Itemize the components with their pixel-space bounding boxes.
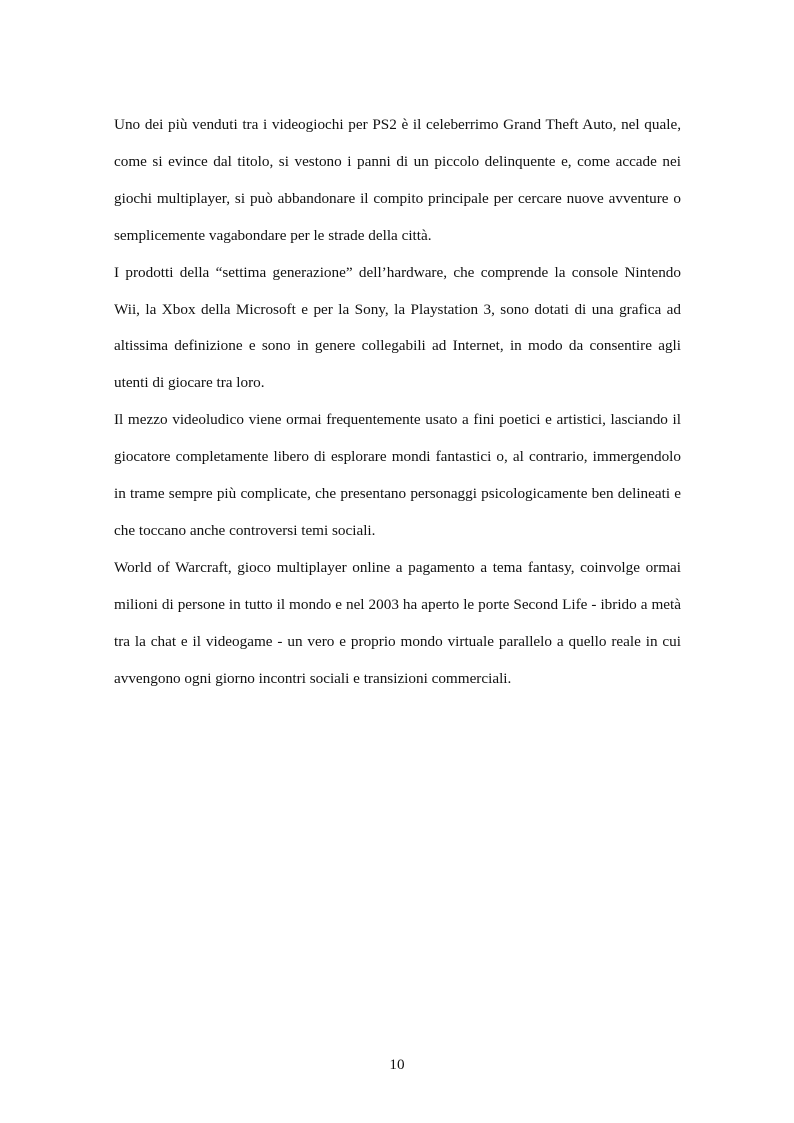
- paragraph-seventh-generation: I prodotti della “settima generazione” dell’hardware, che comprende la console Nintendo Wii, la Xbox della Microsoft e per la Sony, la Playstation 3, sono dotati di una grafica ad altissima definizione e sono in genere collegabili ad Internet, in modo da consentire agli utenti di giocare tra loro.: [114, 263, 681, 392]
- paragraph-gta: Uno dei più venduti tra i videogiochi per PS2 è il celeberrimo Grand Theft Auto, nel quale, come si evince dal titolo, si vestono i panni di un piccolo delinquente e, come accade nei giochi multiplayer, si può abbandonare il compito principale per cercare nuove avventure o semplicemente vagabondare per le strade della città.: [114, 116, 681, 244]
- page-number: 10: [389, 1056, 405, 1073]
- body-text: [114, 107, 681, 698]
- paragraph-artistic-use: Il mezzo videoludico viene ormai frequentemente usato a fini poetici e artistici, lasciando il giocatore completamente libero di esplorare mondi fantastici o, al contrario, immergendolo in trame sempre più complicate, che presentano personaggi psicologicamente ben delineati e che toccano anche controversi temi sociali.: [114, 411, 681, 539]
- paragraph-world-of-warcraft: World of Warcraft, gioco multiplayer online a pagamento a tema fantasy, coinvolge ormai milioni di persone in tutto il mondo e nel 2003 ha aperto le porte Second Life - ibrido a metà tra la chat e il videogame - un vero e proprio mondo virtuale parallelo a quello reale in cui avvengono ogni giorno incontri sociali e transizioni commerciali.: [114, 558, 681, 687]
